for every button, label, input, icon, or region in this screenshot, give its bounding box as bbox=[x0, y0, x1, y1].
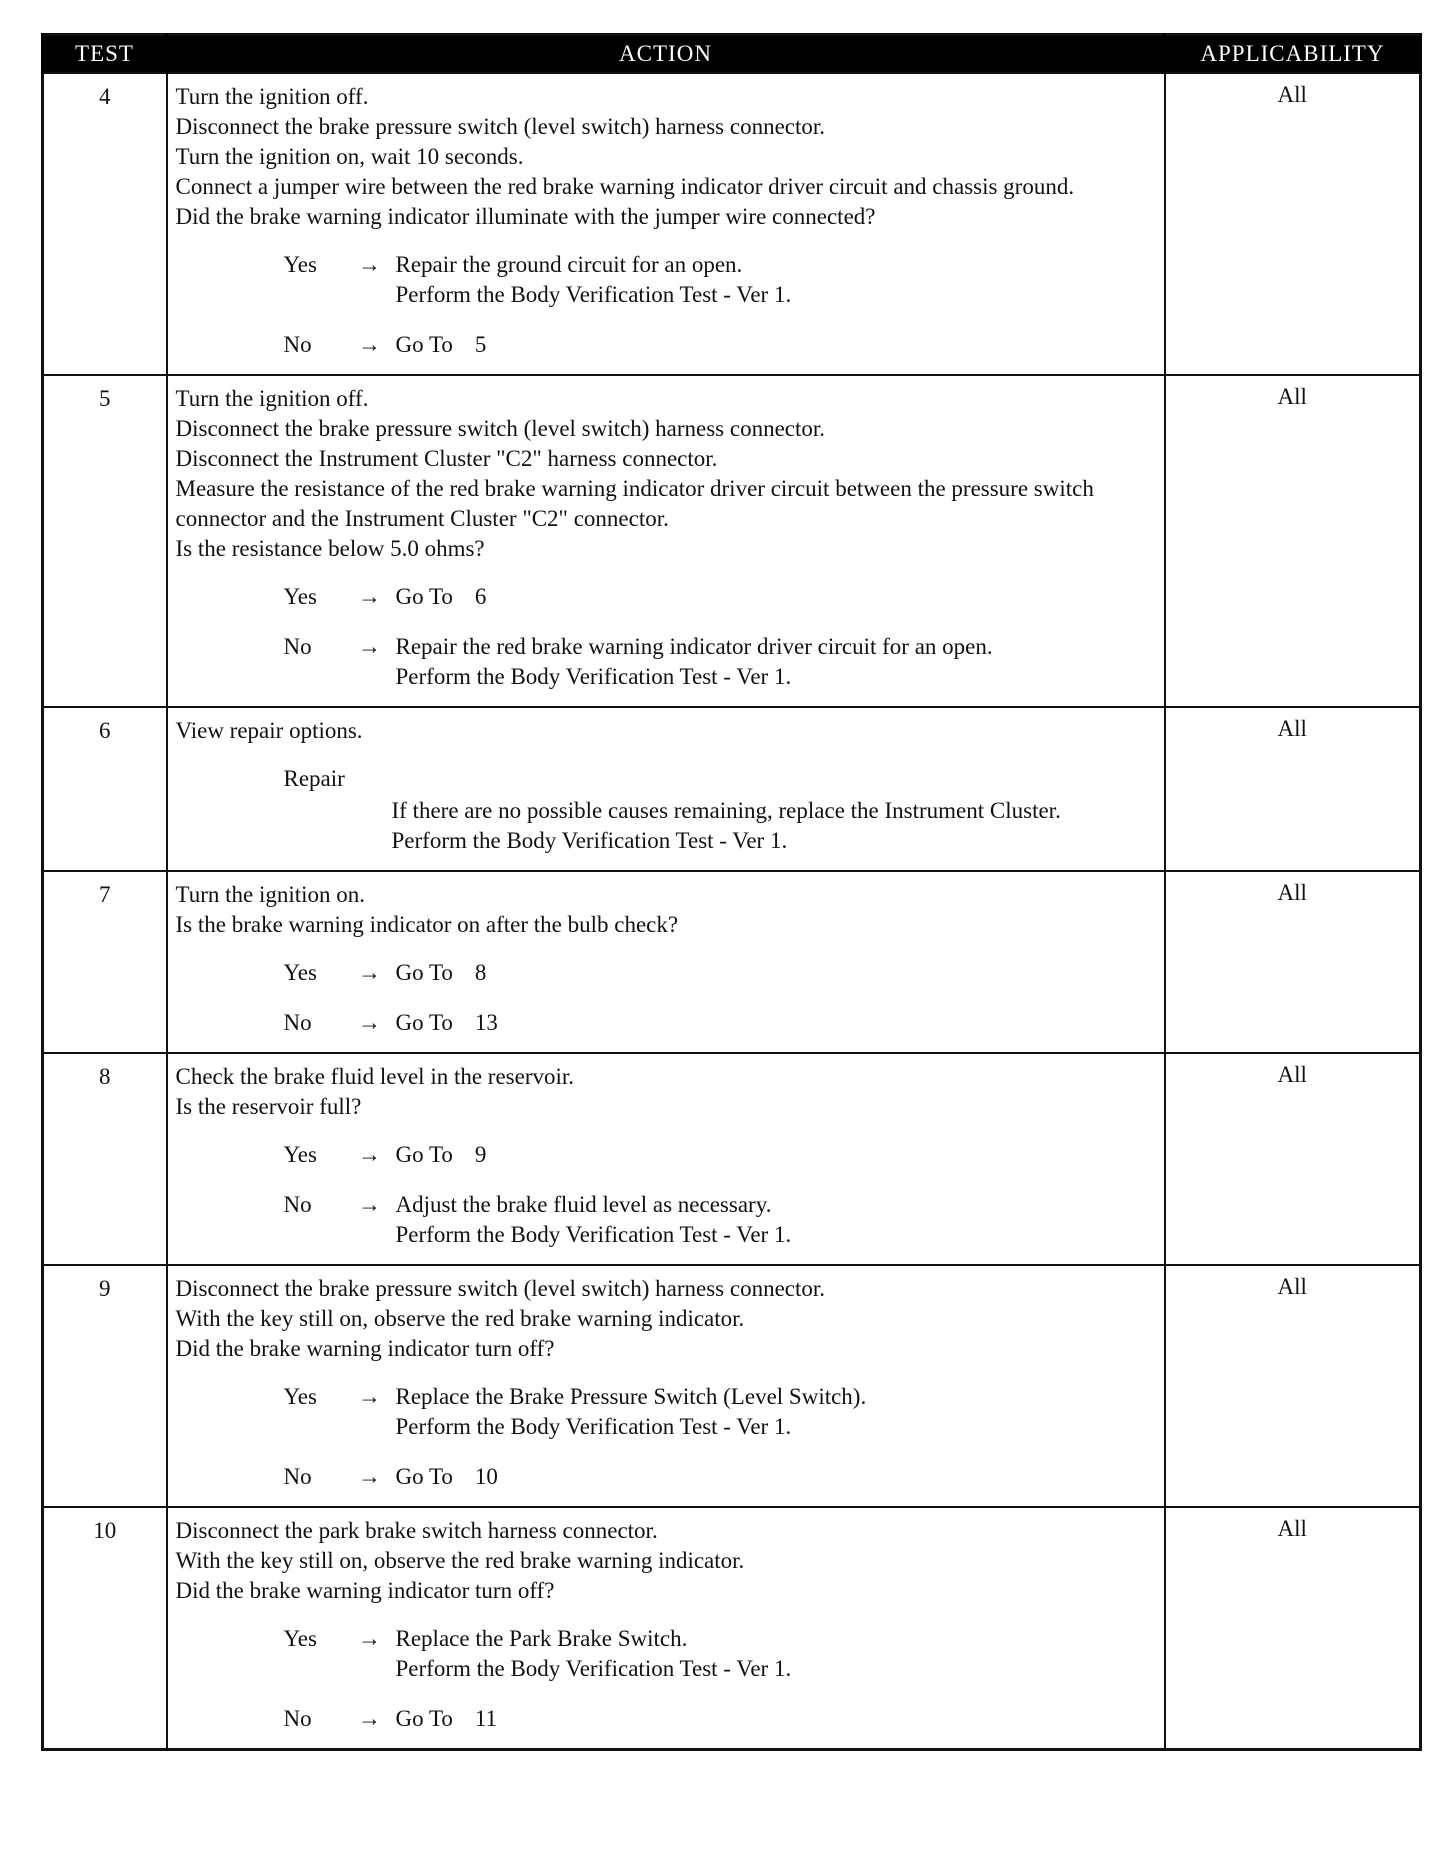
result-yes bbox=[284, 582, 1158, 612]
result-line: Perform the Body Verification Test - Ver 1. bbox=[395, 1414, 792, 1439]
result-line: Perform the Body Verification Test - Ver 1. bbox=[395, 1656, 792, 1681]
repair-line: Perform the Body Verification Test - Ver 1. bbox=[391, 828, 788, 853]
result-yes bbox=[284, 1140, 1158, 1170]
repair-line: If there are no possible causes remaining, replace the Instrument Cluster. bbox=[391, 798, 1061, 823]
arrow-icon: → bbox=[358, 1192, 381, 1217]
applicability-value: All bbox=[1165, 707, 1421, 871]
result-label: Yes bbox=[283, 584, 317, 609]
arrow-icon: → bbox=[358, 1142, 381, 1167]
goto-label: Go To bbox=[395, 960, 453, 985]
test-row bbox=[43, 1265, 1421, 1507]
action-step: Did the brake warning indicator turn off? bbox=[175, 1578, 555, 1603]
goto-number: 6 bbox=[474, 584, 487, 609]
action-step: With the key still on, observe the red brake warning indicator. bbox=[175, 1548, 745, 1573]
goto-number: 11 bbox=[474, 1706, 498, 1731]
action-step: Turn the ignition off. bbox=[175, 386, 369, 411]
table-body bbox=[43, 73, 1421, 1750]
applicability-value: All bbox=[1165, 871, 1421, 1053]
result-label: No bbox=[283, 1706, 312, 1731]
diagnostic-test-table bbox=[41, 33, 1422, 1751]
action-step: Disconnect the park brake switch harness connector. bbox=[175, 1518, 658, 1543]
result-label: Yes bbox=[283, 960, 317, 985]
goto-line bbox=[396, 958, 1158, 988]
arrow-icon: → bbox=[358, 960, 381, 985]
goto-label: Go To bbox=[395, 1142, 453, 1167]
goto-line bbox=[396, 330, 1158, 360]
goto-label: Go To bbox=[395, 332, 453, 357]
test-number: 10 bbox=[43, 1507, 167, 1750]
result-line: Replace the Park Brake Switch. bbox=[395, 1626, 688, 1651]
repair-body bbox=[392, 796, 1158, 856]
result-label: Yes bbox=[283, 252, 317, 277]
header-test: TEST bbox=[43, 35, 167, 74]
result-no bbox=[284, 1008, 1158, 1038]
result-text bbox=[396, 1624, 1158, 1684]
test-row bbox=[43, 871, 1421, 1053]
result-text bbox=[396, 632, 1158, 692]
result-no bbox=[284, 330, 1158, 360]
goto-label: Go To bbox=[395, 1464, 453, 1489]
test-number: 8 bbox=[43, 1053, 167, 1265]
result-label: No bbox=[283, 634, 312, 659]
result-text bbox=[396, 1008, 1158, 1038]
action-step: Connect a jumper wire between the red brake warning indicator driver circuit and chassis ground. bbox=[175, 174, 1075, 199]
action-step: Turn the ignition on, wait 10 seconds. bbox=[175, 144, 524, 169]
test-number: 9 bbox=[43, 1265, 167, 1507]
action-step: View repair options. bbox=[175, 718, 363, 743]
result-line: Perform the Body Verification Test - Ver 1. bbox=[395, 664, 792, 689]
arrow-icon: → bbox=[358, 1464, 381, 1489]
goto-line bbox=[396, 1704, 1158, 1734]
test-number: 6 bbox=[43, 707, 167, 871]
result-text bbox=[396, 1140, 1158, 1170]
test-row bbox=[43, 375, 1421, 707]
header-row bbox=[43, 35, 1421, 74]
applicability-value: All bbox=[1165, 375, 1421, 707]
action-cell bbox=[167, 73, 1165, 375]
applicability-value: All bbox=[1165, 73, 1421, 375]
header-applicability: APPLICABILITY bbox=[1165, 35, 1421, 74]
test-number: 4 bbox=[43, 73, 167, 375]
action-step: Measure the resistance of the red brake warning indicator driver circuit between the pressure switch connector and the Instrument Cluster "C2" connector. bbox=[175, 476, 1094, 531]
result-yes bbox=[284, 1624, 1158, 1684]
result-yes bbox=[284, 250, 1158, 310]
result-text bbox=[396, 330, 1158, 360]
result-text bbox=[396, 1462, 1158, 1492]
action-step: Disconnect the brake pressure switch (level switch) harness connector. bbox=[175, 114, 826, 139]
action-cell bbox=[167, 1265, 1165, 1507]
result-text bbox=[396, 582, 1158, 612]
action-step: Is the reservoir full? bbox=[175, 1094, 362, 1119]
test-number: 7 bbox=[43, 871, 167, 1053]
action-cell bbox=[167, 707, 1165, 871]
goto-number: 9 bbox=[474, 1142, 487, 1167]
arrow-icon: → bbox=[358, 332, 381, 357]
arrow-icon: → bbox=[358, 1626, 381, 1651]
table-header bbox=[43, 35, 1421, 74]
result-line: Repair the ground circuit for an open. bbox=[395, 252, 743, 277]
result-label: No bbox=[283, 1464, 312, 1489]
action-step: Is the brake warning indicator on after the bulb check? bbox=[175, 912, 679, 937]
applicability-value: All bbox=[1165, 1507, 1421, 1750]
arrow-icon: → bbox=[358, 634, 381, 659]
action-step: Is the resistance below 5.0 ohms? bbox=[175, 536, 485, 561]
test-row bbox=[43, 73, 1421, 375]
arrow-icon: → bbox=[358, 584, 381, 609]
arrow-icon: → bbox=[358, 1706, 381, 1731]
result-text bbox=[396, 958, 1158, 988]
result-line: Perform the Body Verification Test - Ver 1. bbox=[395, 282, 792, 307]
action-cell bbox=[167, 1507, 1165, 1750]
arrow-icon: → bbox=[358, 1010, 381, 1035]
action-step: Check the brake fluid level in the reservoir. bbox=[175, 1064, 575, 1089]
goto-number: 5 bbox=[474, 332, 487, 357]
goto-label: Go To bbox=[395, 584, 453, 609]
action-step: With the key still on, observe the red brake warning indicator. bbox=[175, 1306, 745, 1331]
result-text bbox=[396, 1382, 1158, 1442]
test-row bbox=[43, 707, 1421, 871]
result-label: Yes bbox=[283, 1384, 317, 1409]
goto-line bbox=[396, 582, 1158, 612]
repair-options bbox=[284, 764, 1158, 856]
action-step: Disconnect the brake pressure switch (level switch) harness connector. bbox=[175, 1276, 826, 1301]
result-yes bbox=[284, 1382, 1158, 1442]
result-line: Repair the red brake warning indicator driver circuit for an open. bbox=[395, 634, 993, 659]
result-line: Adjust the brake fluid level as necessary. bbox=[395, 1192, 772, 1217]
result-label: Yes bbox=[283, 1626, 317, 1651]
action-cell bbox=[167, 1053, 1165, 1265]
action-step: Turn the ignition on. bbox=[175, 882, 366, 907]
action-cell bbox=[167, 871, 1165, 1053]
goto-number: 13 bbox=[474, 1010, 498, 1035]
result-yes bbox=[284, 958, 1158, 988]
goto-label: Go To bbox=[395, 1010, 453, 1035]
result-label: Yes bbox=[283, 1142, 317, 1167]
action-step: Disconnect the Instrument Cluster "C2" harness connector. bbox=[175, 446, 718, 471]
result-text bbox=[396, 1704, 1158, 1734]
goto-line bbox=[396, 1462, 1158, 1492]
applicability-value: All bbox=[1165, 1053, 1421, 1265]
header-action: ACTION bbox=[167, 35, 1165, 74]
goto-line bbox=[396, 1008, 1158, 1038]
action-cell bbox=[167, 375, 1165, 707]
goto-label: Go To bbox=[395, 1706, 453, 1731]
result-line: Replace the Brake Pressure Switch (Level Switch). bbox=[395, 1384, 867, 1409]
action-step: Did the brake warning indicator illuminate with the jumper wire connected? bbox=[175, 204, 876, 229]
arrow-icon: → bbox=[358, 1384, 381, 1409]
action-step: Did the brake warning indicator turn off? bbox=[175, 1336, 555, 1361]
result-line: Perform the Body Verification Test - Ver 1. bbox=[395, 1222, 792, 1247]
repair-label: Repair bbox=[283, 766, 345, 791]
result-no bbox=[284, 632, 1158, 692]
goto-number: 10 bbox=[474, 1464, 498, 1489]
result-text bbox=[396, 250, 1158, 310]
goto-line bbox=[396, 1140, 1158, 1170]
test-number: 5 bbox=[43, 375, 167, 707]
test-row bbox=[43, 1053, 1421, 1265]
result-label: No bbox=[283, 1010, 312, 1035]
result-no bbox=[284, 1190, 1158, 1250]
result-no bbox=[284, 1704, 1158, 1734]
result-label: No bbox=[283, 1192, 312, 1217]
action-step: Turn the ignition off. bbox=[175, 84, 369, 109]
applicability-value: All bbox=[1165, 1265, 1421, 1507]
test-row bbox=[43, 1507, 1421, 1750]
action-step: Disconnect the brake pressure switch (level switch) harness connector. bbox=[175, 416, 826, 441]
result-no bbox=[284, 1462, 1158, 1492]
goto-number: 8 bbox=[474, 960, 487, 985]
result-label: No bbox=[283, 332, 312, 357]
arrow-icon: → bbox=[358, 252, 381, 277]
result-text bbox=[396, 1190, 1158, 1250]
